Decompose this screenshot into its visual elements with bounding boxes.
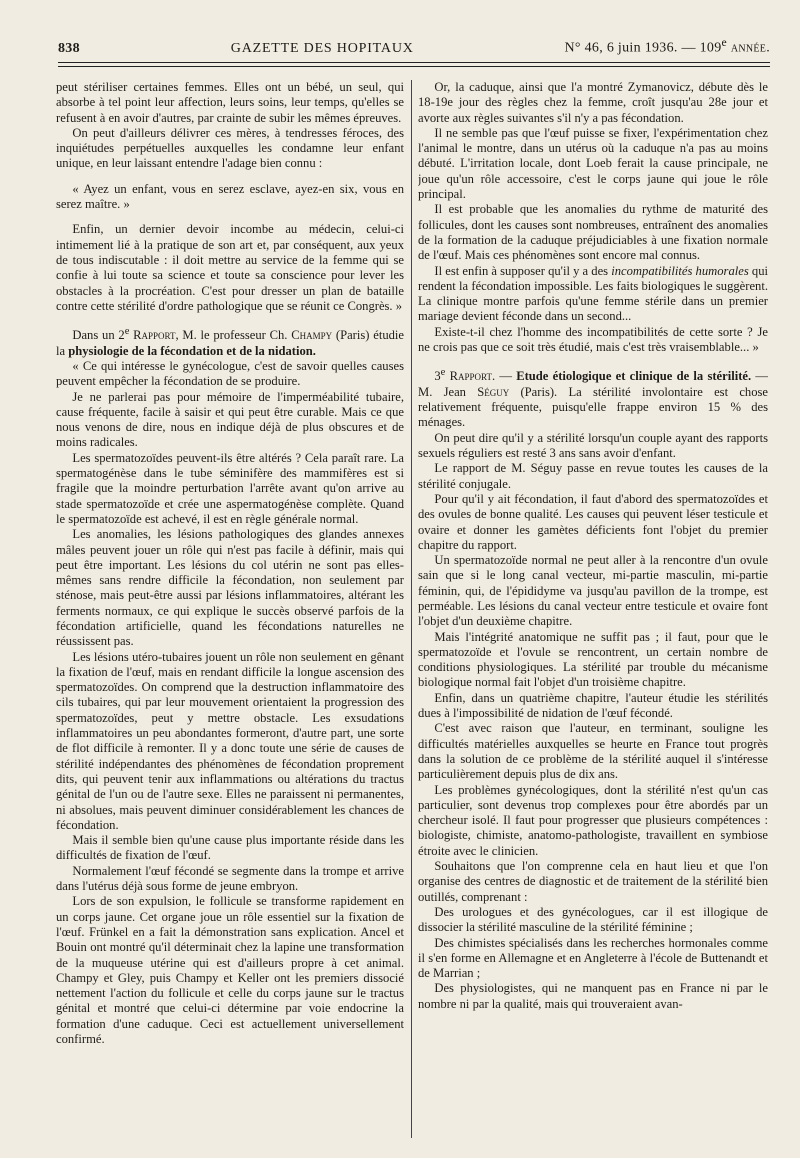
report-heading-paragraph: Dans un 2e Rapport, M. le professeur Ch. Champy (Paris) étudie la physiologie de la fécondation et de la nidation. [56,326,404,358]
paragraph: Les anomalies, les lésions pathologiques des glandes annexes mâles peuvent jouer un rôle qui n'est pas facile à définir, mais qui peut être important. Les lésions du col utérin ne sont pas elles-mêmes sans rendre difficile la fécondation, non seulement par sténose, mais peut-être aussi par lésions inflammatoires, altérant les ferments normaux, ce qui explique le succès observé parfois de la fécondation artificielle, quand les fécondations naturelles ne réussissent pas. [56,527,404,649]
paragraph: Des physiologistes, qui ne manquent pas en France ni par le nombre ni par la qualité, mais qui trouveraient avan- [418,981,768,1011]
paragraph: Existe-t-il chez l'homme des incompatibilités de cette sorte ? Je ne crois pas que ce soit très étudié, mais c'est très vraisemblable... » [418,324,768,355]
report-heading-paragraph: 3e Rapport. — Etude étiologique et clinique de la stérilité. — M. Jean Séguy (Paris). La stérilité involontaire est chose relativement fréquente, puisqu'elle frappe environ 15 % des ménages. [418,367,768,430]
paragraph: On peut d'ailleurs délivrer ces mères, à tendresses féroces, des inquiétudes perpétuelles auxquelles les condamne leur enfant unique, en leur laissant entendre l'adage bien connu : [56,125,404,171]
paragraph: Enfin, dans un quatrième chapitre, l'auteur étudie les stérilités dues à l'impossibilité de nidation de l'œuf fécondé. [418,690,768,721]
header-rule-thick [58,62,770,63]
paragraph: Il est enfin à supposer qu'il y a des incompatibilités humorales qui rendent la fécondation impossible. Les faits biologiques le suggèrent. La clinique montre parfois qu'une femme stérile dans un premier mariage devient féconde dans un second... [418,263,768,324]
paragraph: Des chimistes spécialisés dans les recherches hormonales comme il s'en forme en Allemagne et en Angleterre à l'école de Buttenandt et de Marrian ; [418,935,768,981]
paragraph: Il est probable que les anomalies du rythme de maturité des follicules, dont les causes sont nombreuses, entraînent des anomalies de la formation de la caduque préjudiciables à une fixation normale de l'œuf. Mais ces phénomènes sont encore mal connus. [418,202,768,263]
paragraph: Souhaitons que l'on comprenne cela en haut lieu et que l'on organise des centres de diagnostic et de traitement de la stérilité bien outillés, comprenant : [418,859,768,904]
paragraph: Les problèmes gynécologiques, dont la stérilité n'est qu'un cas particulier, sont devenus trop complexes pour être abordés par un chercheur isolé. Il faut pour progresser que plusieurs compétences : biologiste, chimiste, anatomo-pathologiste, travaillent en symbiose étroite avec le clinicien. [418,782,768,858]
paragraph: C'est avec raison que l'auteur, en terminant, souligne les difficultés matérielles auxquelles se heurte en France tout progrès dans la solution de ce problème de la stérilité auquel il s'intéresse particulièrement depuis plus de dix ans. [418,721,768,782]
right-column [418,80,768,1146]
paragraph: peut stériliser certaines femmes. Elles ont un bébé, un seul, qui absorbe à tel point leur affection, leurs soins, leur temps, qu'elles se refusent à en avoir d'autres, par crainte de subir les mêmes épreuves. [56,80,404,125]
paragraph: Pour qu'il y ait fécondation, il faut d'abord des spermatozoïdes et des ovules de bonne qualité. Les causes qui peuvent léser testicule et ovaire et donner les gamètes déficients font l'objet du premier chapitre du rapport. [418,491,768,552]
issue-info: N° 46, 6 juin 1936. — 109e année. [564,36,770,56]
page-header [58,36,770,62]
header-rule-thin [58,66,770,67]
paragraph: Normalement l'œuf fécondé se segmente dans la trompe et arrive dans l'utérus déjà sous forme de jeune embryon. [56,863,404,894]
paragraph: Il ne semble pas que l'œuf puisse se fixer, l'expérimentation chez l'animal le montre, dans un utérus où la caduque n'a pas au moins débuté. L'irritation locale, dont Loeb ferait la cause principale, ne joue qu'un rôle accessoire, c'est le corps jaune qui joue le rôle principal. [418,125,768,202]
column-divider [411,80,412,1138]
paragraph: Or, la caduque, ainsi que l'a montré Zymanovicz, débute dès le 18-19e jour des règles chez la femme, croît jusqu'au 28e jour et avorte aux règles suivantes s'il n'y a pas fécondation. [418,80,768,125]
paragraph: Enfin, un dernier devoir incombe au médecin, celui-ci intimement lié à la pratique de son art et, par conséquent, aux yeux de tous indiscutable : il doit mettre au service de la femme qui se confie à lui toute sa science et toute sa conscience pour lever les obstacles à la procréation. C'est pour dresser un plan de bataille contre cette stérilité d'ordre pathologique que se réunit ce Congrès. » [56,222,404,313]
paragraph: Des urologues et des gynécologues, car il est illogique de dissocier la stérilité masculine de la stérilité féminine ; [418,904,768,935]
left-column [56,80,404,1146]
journal-title: GAZETTE DES HOPITAUX [230,40,414,56]
paragraph: « Ce qui intéresse le gynécologue, c'est de savoir quelles causes peuvent empêcher la fécondation de se produire. [56,358,404,389]
paragraph: Je ne parlerai pas pour mémoire de l'imperméabilité tubaire, cause fréquente, facile à saisir et qui peut être curable. Mais ce que nous venons de dire, nous en indique déjà de plus obscures et de moins radicales. [56,389,404,450]
paragraph: On peut dire qu'il y a stérilité lorsqu'un couple ayant des rapports sexuels réguliers est resté 3 ans sans avoir d'enfant. [418,430,768,461]
paragraph: Les lésions utéro-tubaires jouent un rôle non seulement en gênant la fixation de l'œuf, mais en rendant difficile la longue ascension des spermatozoïdes. On comprend que la destruction inflammatoire des cils tubaires, qui par leur mouvement orientaient la progression des spermatozoïdes, peut y mettre obstacle. Les exsudations inflammatoires un peu abondantes formeront, d'autre part, une sorte de flot difficile à remonter. Il y a donc toute une série de causes de stérilité indépendantes des phénomènes de fécondation proprement dits, qui peuvent tenir aux inflammations ou altérations du tractus génital de l'un ou de l'autre sexe. Elles ne paraissent ni permanentes, ni absolues, mais peuvent diminuer considérablement les chances de fécondation. [56,649,404,832]
paragraph: Les spermatozoïdes peuvent-ils être altérés ? Cela paraît rare. La spermatogénèse dans le tube séminifère des mammifères est si fragile que la moindre perturbation l'arrête avant qu'on arrive au stade spermatozoïde et crée une aspermatogénèse complète. Quand le spermatozoïde est achevé, il est en règle générale normal. [56,450,404,526]
quote-paragraph: « Ayez un enfant, vous en serez esclave, ayez-en six, vous en serez maître. » [56,181,404,212]
page-number: 838 [58,40,80,56]
paragraph: Mais l'intégrité anatomique ne suffit pas ; il faut, pour que le spermatozoïde et l'ovule se rencontrent, un certain nombre de conditions physiologiques. La stérilité par trouble du mécanisme biologique normal fait l'objet d'un troisième chapitre. [418,629,768,690]
paragraph: Le rapport de M. Séguy passe en revue toutes les causes de la stérilité conjugale. [418,461,768,491]
paragraph: Un spermatozoïde normal ne peut aller à la rencontre d'un ovule sain que si le long canal vecteur, mi-partie masculin, mi-partie féminin, qui, de l'épididyme va jusqu'au pavillon de la trompe, est perméable. Les lésions du canal vecteur entre testicule et ovaire font l'objet d'un deuxième chapitre. [418,553,768,629]
paragraph: Mais il semble bien qu'une cause plus importante réside dans les difficultés de fixation de l'œuf. [56,833,404,863]
paragraph: Lors de son expulsion, le follicule se transforme rapidement en un corps jaune. Cet organe joue un rôle essentiel sur la fixation de l'œuf. Frünkel en a fait la démonstration sans explication. Ancel et Bouin ont montré qu'il déterminait chez la lapine une transformation de la muqueuse utérine qui est d'ailleurs propre à cet animal. Champy et Gley, puis Champy et Keller ont les premiers dissocié nettement l'action du follicule et celle du corps jaune sur le tractus génital et montré que celui-ci détermine par voie endocrine la formation d'une caduque. Ceci est actuellement universellement confirmé. [56,894,404,1046]
